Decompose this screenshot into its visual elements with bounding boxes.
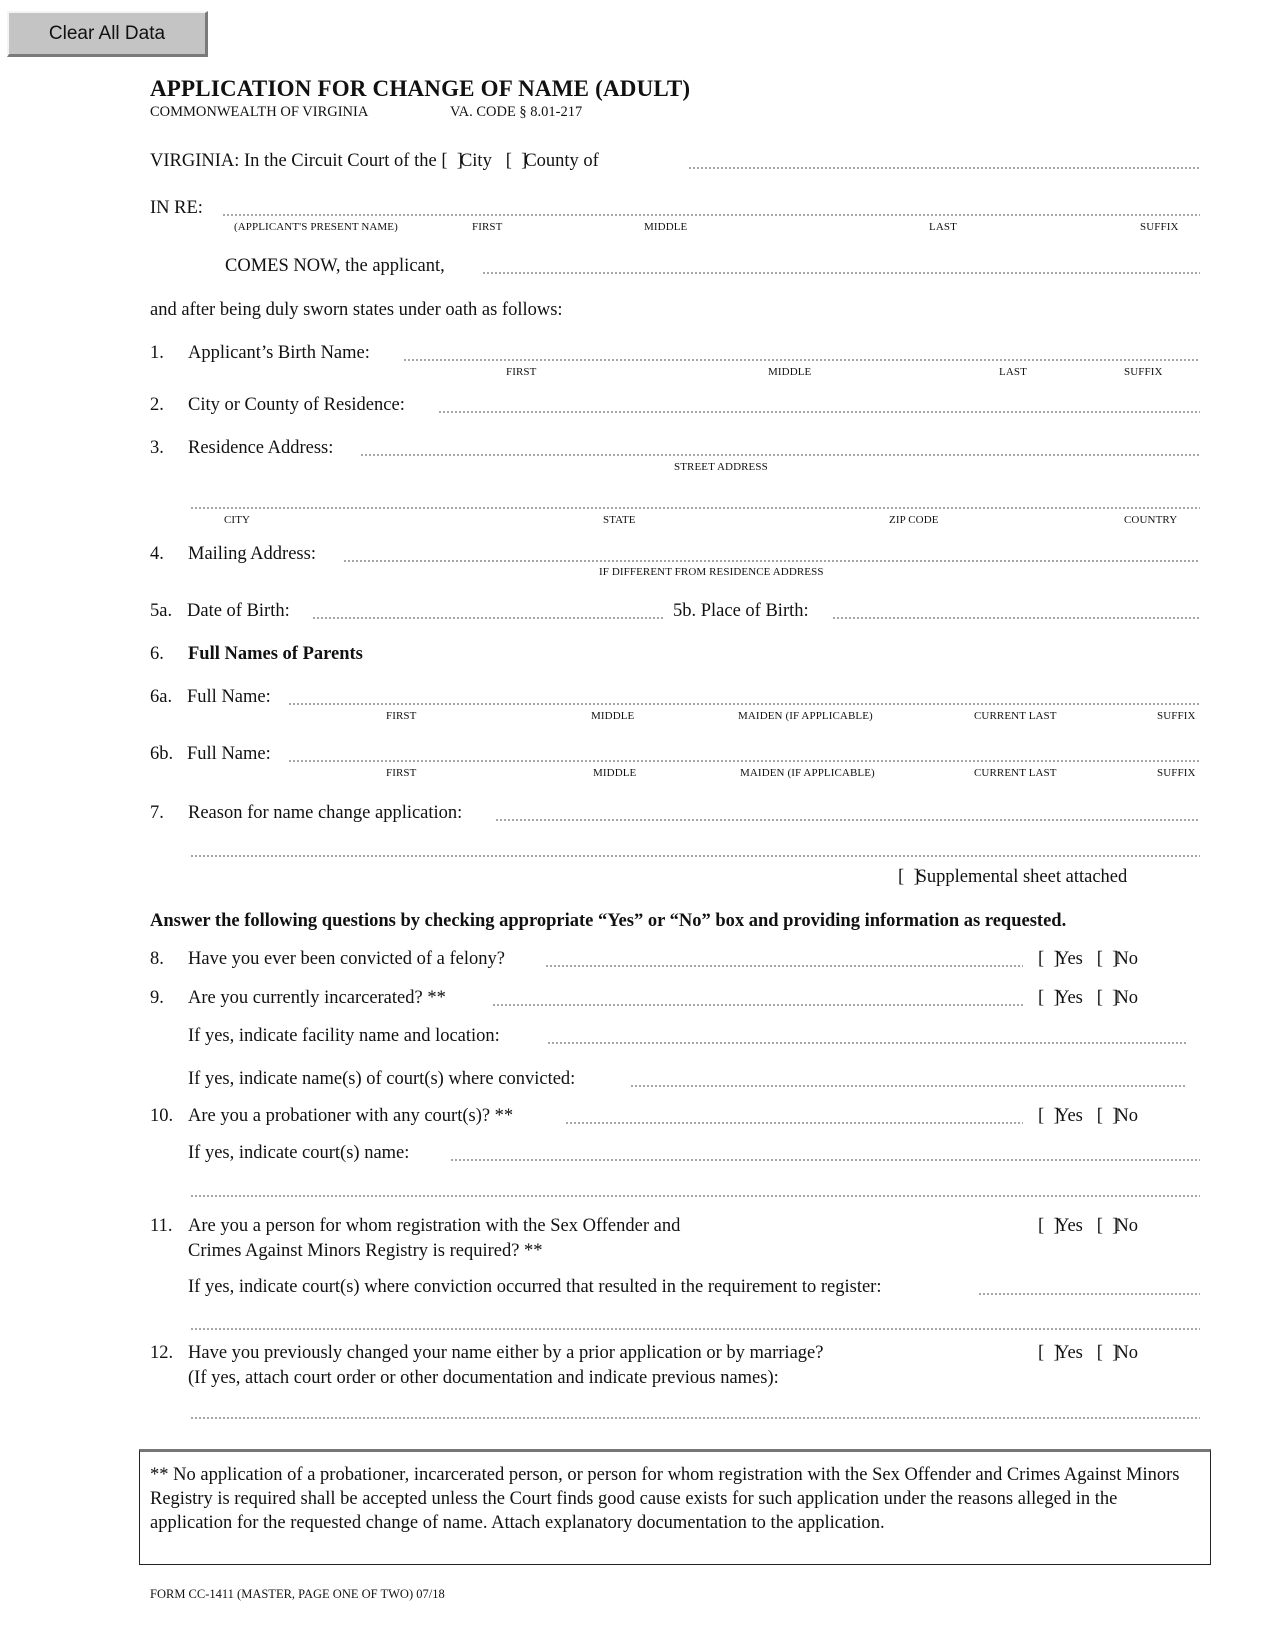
parent-a-label: Full Name: bbox=[187, 687, 271, 707]
city-label: City bbox=[459, 151, 492, 171]
q10-no-label: No bbox=[1115, 1106, 1138, 1126]
q8-answers bbox=[1038, 948, 1138, 970]
mailing-address-input[interactable] bbox=[343, 541, 1204, 561]
q12-yes-label: Yes bbox=[1055, 1343, 1083, 1363]
q12-answers bbox=[1038, 1342, 1138, 1364]
supplemental-label: Supplemental sheet attached bbox=[916, 867, 1128, 887]
note-text: ** No application of a probationer, incarcerated person, or person for whom registration with the Sex Offender and Crimes Against Minors Registry is required shall be accepted unless the Court finds good cause exists for such application under the reasons alleged in the application for the requested change of name. Attach explanatory documentation to the application. bbox=[150, 1465, 1180, 1533]
sublabel-present-name: (APPLICANT'S PRESENT NAME) bbox=[234, 221, 398, 233]
item-3-number: 3. bbox=[150, 438, 164, 458]
q10-yes-label: Yes bbox=[1055, 1106, 1083, 1126]
item-2-number: 2. bbox=[150, 395, 164, 415]
birth-name-label: Applicant’s Birth Name: bbox=[188, 343, 370, 363]
street-sublabel: STREET ADDRESS bbox=[674, 461, 768, 473]
q11-no-label: No bbox=[1115, 1216, 1138, 1236]
page-title: APPLICATION FOR CHANGE OF NAME (ADULT) bbox=[150, 76, 691, 101]
birth-sublabel-middle: MIDDLE bbox=[768, 366, 812, 378]
q12-text-line1: Have you previously changed your name either by a prior application or by marriage? bbox=[188, 1343, 824, 1363]
q8-no-label: No bbox=[1115, 949, 1138, 969]
probation-court-input-2[interactable] bbox=[190, 1176, 1204, 1196]
court-prefix: VIRGINIA: In the Circuit Court of the bbox=[150, 151, 437, 171]
residence-county-label: City or County of Residence: bbox=[188, 395, 405, 415]
mailing-sublabel: IF DIFFERENT FROM RESIDENCE ADDRESS bbox=[599, 566, 824, 578]
q11-yes-checkbox[interactable]: [ ] bbox=[1038, 1216, 1060, 1236]
q11-yes-label: Yes bbox=[1055, 1216, 1083, 1236]
city-checkbox[interactable]: [ ] bbox=[441, 151, 463, 171]
parents-heading: Full Names of Parents bbox=[188, 644, 363, 664]
q11-number: 11. bbox=[150, 1216, 173, 1236]
q12-no-checkbox[interactable]: [ ] bbox=[1096, 1343, 1119, 1363]
q8-yes-label: Yes bbox=[1055, 949, 1083, 969]
county-checkbox[interactable]: [ ] bbox=[505, 151, 528, 171]
q11-text-line1: Are you a person for whom registration with the Sex Offender and bbox=[188, 1216, 681, 1236]
q8-no-checkbox[interactable]: [ ] bbox=[1096, 949, 1119, 969]
supplemental-row bbox=[898, 866, 1127, 888]
item-6b-number: 6b. bbox=[150, 744, 174, 764]
q11-text-line2: Crimes Against Minors Registry is required? ** bbox=[188, 1241, 543, 1261]
code-label: VA. CODE § 8.01-217 bbox=[450, 104, 583, 120]
q9-text: Are you currently incarcerated? ** bbox=[188, 988, 446, 1008]
q8-yes-checkbox[interactable]: [ ] bbox=[1038, 949, 1060, 969]
item-5a-number: 5a. bbox=[150, 601, 173, 621]
pob-label: 5b. Place of Birth: bbox=[673, 601, 809, 621]
supplemental-checkbox[interactable]: [ ] bbox=[898, 867, 920, 887]
address-sublabel-zip: ZIP CODE bbox=[889, 514, 939, 526]
pob-input[interactable] bbox=[832, 598, 1204, 618]
q12-text-line2: (If yes, attach court order or other documentation and indicate previous names): bbox=[188, 1368, 779, 1388]
q9-no-checkbox[interactable]: [ ] bbox=[1096, 988, 1119, 1008]
county-input[interactable] bbox=[688, 148, 1204, 168]
sublabel-last: LAST bbox=[929, 221, 957, 233]
sworn-text: and after being duly sworn states under oath as follows: bbox=[150, 300, 563, 320]
jurisdiction-label: COMMONWEALTH OF VIRGINIA bbox=[150, 104, 369, 120]
parent-b-sublabel-maiden: MAIDEN (IF APPLICABLE) bbox=[740, 767, 875, 779]
birth-name-input[interactable] bbox=[403, 340, 1204, 360]
item-4-number: 4. bbox=[150, 544, 164, 564]
q10-dotted-line bbox=[565, 1122, 1023, 1124]
applicant-input[interactable] bbox=[482, 253, 1204, 273]
parent-a-sublabel-first: FIRST bbox=[386, 710, 417, 722]
birth-sublabel-last: LAST bbox=[999, 366, 1027, 378]
parent-a-sublabel-maiden: MAIDEN (IF APPLICABLE) bbox=[738, 710, 873, 722]
parent-b-sublabel-middle: MIDDLE bbox=[593, 767, 637, 779]
county-label: County of bbox=[524, 151, 599, 171]
item-1-number: 1. bbox=[150, 343, 164, 363]
reason-label: Reason for name change application: bbox=[188, 803, 463, 823]
q12-no-label: No bbox=[1115, 1343, 1138, 1363]
clear-all-data-button[interactable]: Clear All Data bbox=[7, 11, 208, 57]
sublabel-middle: MIDDLE bbox=[644, 221, 688, 233]
registry-court-input-2[interactable] bbox=[190, 1309, 1204, 1329]
q11-no-checkbox[interactable]: [ ] bbox=[1096, 1216, 1119, 1236]
address-sublabel-city: CITY bbox=[224, 514, 251, 526]
q9-no-label: No bbox=[1115, 988, 1138, 1008]
residence-address-label: Residence Address: bbox=[188, 438, 334, 458]
item-6a-number: 6a. bbox=[150, 687, 173, 707]
q9-followup-courts-label: If yes, indicate name(s) of court(s) where convicted: bbox=[188, 1069, 576, 1089]
previous-names-input[interactable] bbox=[190, 1398, 1204, 1418]
convicted-courts-input[interactable] bbox=[630, 1066, 1191, 1086]
present-name-input[interactable] bbox=[222, 195, 1204, 215]
q10-number: 10. bbox=[150, 1106, 174, 1126]
q9-yes-checkbox[interactable]: [ ] bbox=[1038, 988, 1060, 1008]
registry-court-input[interactable] bbox=[978, 1274, 1204, 1294]
parent-b-sublabel-current-last: CURRENT LAST bbox=[974, 767, 1057, 779]
q12-yes-checkbox[interactable]: [ ] bbox=[1038, 1343, 1060, 1363]
instructions-text: Answer the following questions by checking appropriate “Yes” or “No” box and providing information as requested. bbox=[150, 911, 1067, 931]
q8-number: 8. bbox=[150, 949, 164, 969]
sublabel-first: FIRST bbox=[472, 221, 503, 233]
item-7-number: 7. bbox=[150, 803, 164, 823]
q10-followup-label: If yes, indicate court(s) name: bbox=[188, 1143, 410, 1163]
mailing-address-label: Mailing Address: bbox=[188, 544, 316, 564]
court-line bbox=[150, 150, 599, 172]
q9-dotted-line bbox=[492, 1004, 1023, 1006]
sublabel-suffix: SUFFIX bbox=[1140, 221, 1179, 233]
q10-answers bbox=[1038, 1105, 1138, 1127]
in-re-label: IN RE: bbox=[150, 198, 203, 218]
parent-a-name-input[interactable] bbox=[288, 684, 1204, 704]
comes-now-label: COMES NOW, the applicant, bbox=[225, 256, 445, 276]
birth-sublabel-first: FIRST bbox=[506, 366, 537, 378]
birth-sublabel-suffix: SUFFIX bbox=[1124, 366, 1163, 378]
address-sublabel-state: STATE bbox=[603, 514, 636, 526]
probation-court-input[interactable] bbox=[450, 1140, 1204, 1160]
dob-input[interactable] bbox=[312, 598, 668, 618]
parent-b-sublabel-first: FIRST bbox=[386, 767, 417, 779]
q10-no-checkbox[interactable]: [ ] bbox=[1096, 1106, 1119, 1126]
q9-number: 9. bbox=[150, 988, 164, 1008]
address-sublabel-country: COUNTRY bbox=[1124, 514, 1178, 526]
parent-a-sublabel-suffix: SUFFIX bbox=[1157, 710, 1196, 722]
reason-input-2[interactable] bbox=[190, 836, 1204, 856]
facility-input[interactable] bbox=[547, 1023, 1191, 1043]
parent-b-label: Full Name: bbox=[187, 744, 271, 764]
q8-dotted-line bbox=[545, 965, 1023, 967]
item-6-number: 6. bbox=[150, 644, 164, 664]
q9-yes-label: Yes bbox=[1055, 988, 1083, 1008]
q11-answers bbox=[1038, 1215, 1138, 1237]
q9-followup-facility-label: If yes, indicate facility name and location: bbox=[188, 1026, 500, 1046]
dob-label: Date of Birth: bbox=[187, 601, 290, 621]
q11-followup-label: If yes, indicate court(s) where conviction occurred that resulted in the requirement to register: bbox=[188, 1277, 882, 1297]
q9-answers bbox=[1038, 987, 1138, 1009]
city-state-zip-country-input[interactable] bbox=[190, 488, 1204, 508]
parent-a-sublabel-middle: MIDDLE bbox=[591, 710, 635, 722]
residence-county-input[interactable] bbox=[438, 392, 1204, 412]
q10-yes-checkbox[interactable]: [ ] bbox=[1038, 1106, 1060, 1126]
q10-text: Are you a probationer with any court(s)? ** bbox=[188, 1106, 514, 1126]
parent-a-sublabel-current-last: CURRENT LAST bbox=[974, 710, 1057, 722]
q12-number: 12. bbox=[150, 1343, 174, 1363]
form-footer: FORM CC-1411 (MASTER, PAGE ONE OF TWO) 07/18 bbox=[150, 1587, 445, 1601]
parent-b-sublabel-suffix: SUFFIX bbox=[1157, 767, 1196, 779]
q8-text: Have you ever been convicted of a felony? bbox=[188, 949, 505, 969]
street-address-input[interactable] bbox=[360, 435, 1204, 455]
parent-b-name-input[interactable] bbox=[288, 741, 1204, 761]
reason-input[interactable] bbox=[495, 800, 1204, 820]
